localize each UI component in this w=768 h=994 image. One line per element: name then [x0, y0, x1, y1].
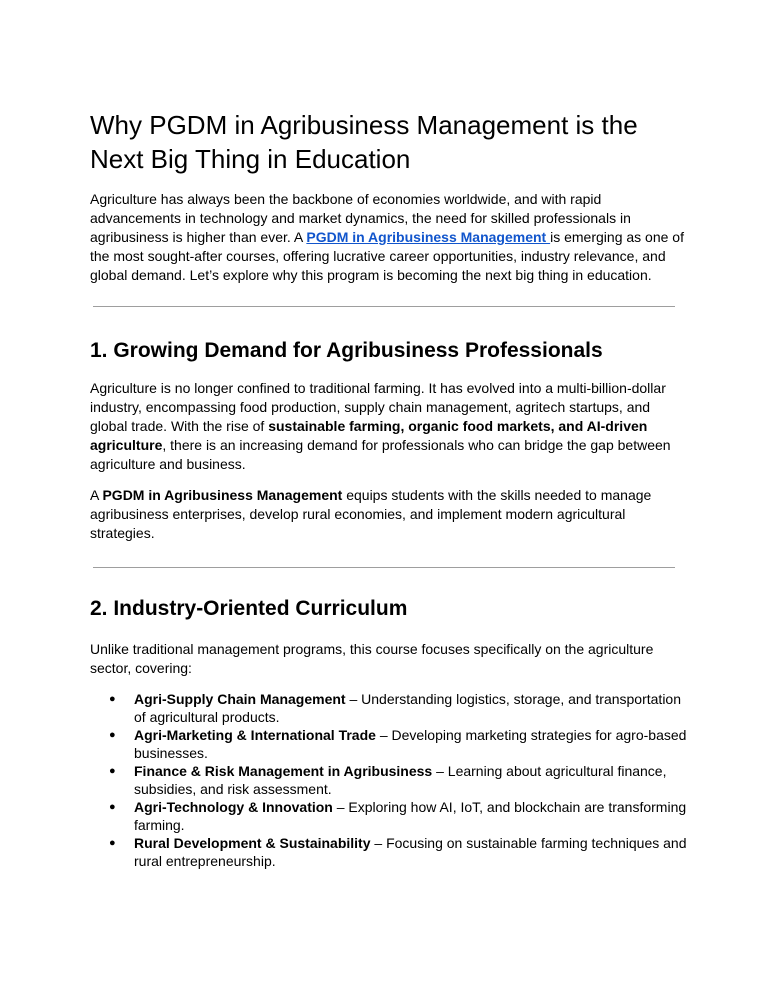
bullet-icon: ● [109, 729, 116, 741]
list-item-bold: Agri-Supply Chain Management [134, 691, 346, 707]
list-item-bold: Finance & Risk Management in Agribusiness [134, 763, 433, 779]
intro-text-after: is emerging as one of the most sought-after courses, offering lucrative career opportunities, industry relevance, and global demand. Let’s explore why this program is becoming the next big thing in education. [90, 229, 684, 283]
s1p2-after: equips students with the skills needed to manage agribusiness enterprises, develop rural economies, and implement modern agricultural strategies. [90, 487, 652, 541]
list-item [90, 726, 690, 762]
list-item [90, 690, 690, 726]
bullet-icon: ● [109, 837, 116, 849]
list-item [90, 834, 690, 870]
section-2-heading: 2. Industry-Oriented Curriculum [90, 597, 408, 620]
list-item-bold: Agri-Technology & Innovation [134, 799, 333, 815]
s1p1-after: , there is an increasing demand for professionals who can bridge the gap between agriculture and business. [90, 437, 671, 472]
section-1-paragraph-2 [90, 486, 686, 543]
bullet-icon: ● [109, 765, 116, 777]
list-item-text: – Learning about agricultural finance, subsidies, and risk assessment. [134, 763, 667, 797]
list-item [90, 798, 690, 834]
pgdm-link[interactable]: PGDM in Agribusiness Management [306, 229, 551, 245]
s1p1-before: Agriculture is no longer confined to traditional farming. It has evolved into a multi-billion-dollar industry, encompassing food production, supply chain management, agritech startups, and global trade. With the rise of [90, 380, 666, 434]
bullet-icon: ● [109, 801, 116, 813]
bullet-icon: ● [109, 693, 116, 705]
s1p2-bold: PGDM in Agribusiness Management [102, 487, 343, 503]
s1p1-bold: sustainable farming, organic food markets, and AI-driven agriculture [90, 418, 648, 453]
page-title: Why PGDM in Agribusiness Management is the Next Big Thing in Education [90, 110, 638, 174]
list-item [90, 762, 690, 798]
list-item-text: – Understanding logistics, storage, and transportation of agricultural products. [134, 691, 681, 725]
horizontal-divider [93, 567, 675, 568]
curriculum-list [90, 690, 690, 870]
list-item-text: – Focusing on sustainable farming techniques and rural entrepreneurship. [134, 835, 687, 869]
section-2-paragraph-1: Unlike traditional management programs, this course focuses specifically on the agriculture sector, covering: [90, 641, 654, 676]
list-item-text: – Exploring how AI, IoT, and blockchain are transforming farming. [134, 799, 687, 833]
list-item-bold: Agri-Marketing & International Trade [134, 727, 376, 743]
list-item-bold: Rural Development & Sustainability [134, 835, 371, 851]
s1p2-before: A [90, 487, 103, 503]
intro-text-before: Agriculture has always been the backbone of economies worldwide, and with rapid advancements in technology and market dynamics, the need for skilled professionals in agribusiness is higher than ever. A [90, 191, 631, 245]
list-item-text: – Developing marketing strategies for agro-based businesses. [134, 727, 687, 761]
horizontal-divider [93, 306, 675, 307]
section-1-heading: 1. Growing Demand for Agribusiness Professionals [90, 339, 603, 362]
section-1-paragraph-1 [90, 379, 686, 474]
intro-paragraph [90, 190, 686, 285]
